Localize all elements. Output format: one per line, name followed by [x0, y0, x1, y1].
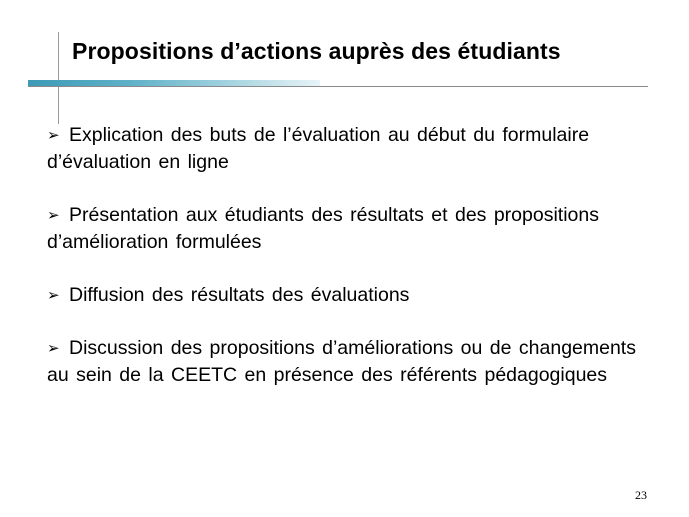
- slide-title: Propositions d’actions auprès des étudiants: [72, 38, 561, 64]
- bullet-text: Présentation aux étudiants des résultats et des propositions d’amélioration formulées: [47, 204, 599, 253]
- bullet-text: Discussion des propositions d’améliorations ou de changements au sein de la CEETC en présence des référents pédagogiques: [47, 337, 636, 386]
- bullet-item-1: [47, 122, 657, 176]
- bullet-text: Diffusion des résultats des évaluations: [69, 284, 410, 306]
- arrow-bullet-icon: ➢: [47, 340, 60, 357]
- bullet-item-2: [47, 202, 657, 256]
- arrow-bullet-icon: ➢: [47, 127, 60, 144]
- title-vertical-rule: [58, 32, 59, 124]
- arrow-bullet-icon: ➢: [47, 207, 60, 224]
- bullet-item-3: [47, 282, 657, 309]
- arrow-bullet-icon: ➢: [47, 287, 60, 304]
- bullet-list: [47, 122, 657, 415]
- title-horizontal-rule: [28, 86, 648, 87]
- bullet-text: Explication des buts de l’évaluation au début du formulaire d’évaluation en ligne: [47, 124, 590, 173]
- page-number: 23: [635, 488, 647, 502]
- bullet-item-4: [47, 335, 657, 389]
